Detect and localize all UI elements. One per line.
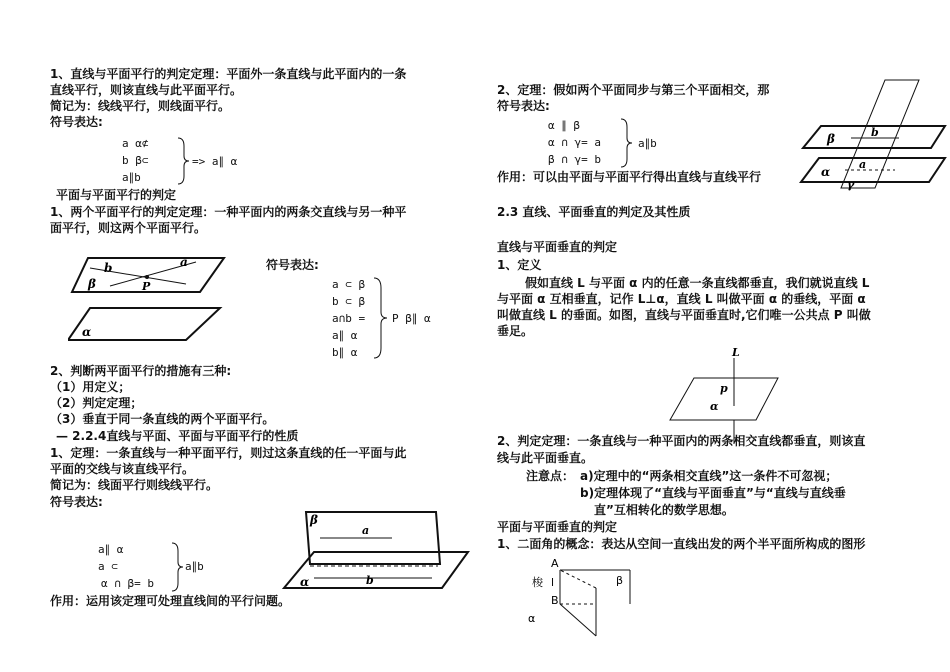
plane-perp-heading: 平面与平面垂直的判定 <box>497 520 618 534</box>
sym-row: a α⊄ <box>122 137 149 150</box>
section-224-heading: — 2.2.4直线与平面、平面与平面平行的性质 <box>56 429 299 443</box>
method-item: （1）用定义； <box>50 380 131 394</box>
plane-parallel-theorem-line2: 面平行，则这两个平面平行。 <box>50 221 207 235</box>
sym-row: α ∥ β <box>548 119 580 132</box>
intersect-theorem-line1: 2、定理：假如两个平面同步与第三个平面相交，那 <box>497 83 770 97</box>
fig3-label: β <box>827 132 835 146</box>
property-theorem-line2: 平面的交线与该直线平行。 <box>50 462 195 476</box>
parallel-planes-figure <box>68 248 248 346</box>
sym-row: b ⊂ β <box>332 295 366 308</box>
property-use: 作用：运用该定理可处理直线间的平行问题。 <box>50 594 291 608</box>
sym-row: b β⊂ <box>122 154 149 167</box>
dihedral-definition: 1、二面角的概念：表达从空间一直线出发的两个半平面所构成的图形 <box>497 537 866 551</box>
fig4-label: α <box>710 400 719 413</box>
plane-parallel-symbol-label: 符号表达: <box>266 258 319 272</box>
parallel-judge-symbol-label: 符号表达: <box>50 115 103 129</box>
fig3-label: b <box>871 126 879 139</box>
intersect-use: 作用：可以由平面与平面平行得出直线与直线平行 <box>497 170 762 184</box>
property-short: 简记为：线面平行则线线平行。 <box>50 478 219 492</box>
fig1-label: a <box>180 255 188 269</box>
fig1-label: b <box>104 261 113 275</box>
sym-row: α ∩ γ= a <box>548 136 601 149</box>
property-theorem-line1: 1、定理：一条直线与一种平面平行，则过这条直线的任一平面与此 <box>50 446 407 460</box>
method-item: （3）垂直于同一条直线的两个平面平行。 <box>50 412 275 426</box>
sym-result: => a∥ α <box>192 155 238 168</box>
sym-result: a∥b <box>638 137 657 150</box>
fig1-label: P <box>142 280 151 293</box>
fig4-label: L <box>732 346 740 359</box>
sym-row: α ∩ β= b <box>101 577 154 590</box>
definition-line: 垂足。 <box>497 324 534 338</box>
sym-row: β ∩ γ= b <box>548 153 601 166</box>
fig2-label: β <box>310 513 318 527</box>
definition-line: 假如直线 L 与平面 α 内的任意一条直线都垂直，我们就说直线 L <box>525 276 870 290</box>
fig4-label: p <box>720 382 728 395</box>
fig2-label: a <box>362 524 370 537</box>
section-23-heading: 2.3 直线、平面垂直的判定及其性质 <box>497 205 691 219</box>
intersect-symbol-label: 符号表达: <box>497 99 550 113</box>
parallel-planes-cut-figure <box>795 76 950 198</box>
fig3-label: α <box>821 165 831 179</box>
note-item: b)定理体现了“直线与平面垂直”与“直线与直线垂 <box>580 486 846 500</box>
parallel-judge-short: 简记为：线线平行，则线面平行。 <box>50 99 231 113</box>
line-plane-perp-heading: 直线与平面垂直的判定 <box>497 240 618 254</box>
fig5-label: l <box>551 576 555 589</box>
note-item: 直”互相转化的数学思想。 <box>594 503 734 517</box>
plane-parallel-theorem-line1: 1、两个平面平行的判定定理：一种平面内的两条交直线与另一种平 <box>50 205 407 219</box>
fig1-label: β <box>88 277 96 291</box>
fig5-label: 梭 <box>532 576 543 589</box>
note-label: 注意点： <box>526 469 575 483</box>
perp-judge-theorem-line2: 线与此平面垂直。 <box>497 451 594 465</box>
brace-icon <box>176 136 190 186</box>
brace-icon <box>170 541 184 593</box>
definition-title: 1、定义 <box>497 258 542 272</box>
fig5-label: A <box>551 557 559 570</box>
fig3-label: a <box>859 158 867 171</box>
parallel-judge-theorem-line1: 1、直线与平面平行的判定定理：平面外一条直线与此平面内的一条 <box>50 67 407 81</box>
property-symbol-label: 符号表达: <box>50 495 103 509</box>
parallel-judge-theorem-line2: 直线平行，则该直线与此平面平行。 <box>50 83 243 97</box>
plane-parallel-heading: 平面与平面平行的判定 <box>56 188 177 202</box>
method-item: （2）判定定理； <box>50 396 143 410</box>
sym-row: b∥ α <box>332 346 358 359</box>
brace-icon <box>619 117 633 169</box>
sym-row: a∥b <box>122 171 141 184</box>
fig5-label: B <box>551 594 559 607</box>
definition-line: 叫做直线 L 的垂面。如图，直线与平面垂直时,它们唯一公共点 P 叫做 <box>497 308 871 322</box>
sym-row: a∩b = <box>332 312 366 325</box>
note-item: a)定理中的“两条相交直线”这一条件不可忽视； <box>580 469 838 483</box>
sym-row: a∥ α <box>332 329 358 342</box>
fig5-label: α <box>528 612 536 625</box>
sym-row: a ⊂ <box>98 560 118 573</box>
sym-result: P β∥ α <box>392 312 431 325</box>
line-plane-property-figure <box>280 508 472 594</box>
fig1-label: α <box>82 325 92 339</box>
sym-result: a∥b <box>185 560 204 573</box>
definition-line: 与平面 α 互相垂直，记作 L⊥α，直线 L 叫做平面 α 的垂线，平面 α <box>497 292 866 306</box>
line-perp-plane-figure <box>664 344 784 446</box>
fig3-label: γ <box>847 178 855 191</box>
brace-icon <box>372 276 388 360</box>
sym-row: a ⊂ β <box>332 278 366 291</box>
methods-title: 2、判断两平面平行的措施有三种: <box>50 364 232 378</box>
dihedral-angle-figure <box>520 554 640 654</box>
sym-row: a∥ α <box>98 543 124 556</box>
fig5-label: β <box>616 574 624 587</box>
fig2-label: b <box>366 574 374 587</box>
perp-judge-theorem-line1: 2、判定定理：一条直线与一种平面内的两条相交直线都垂直，则该直 <box>497 434 866 448</box>
fig2-label: α <box>300 575 310 589</box>
